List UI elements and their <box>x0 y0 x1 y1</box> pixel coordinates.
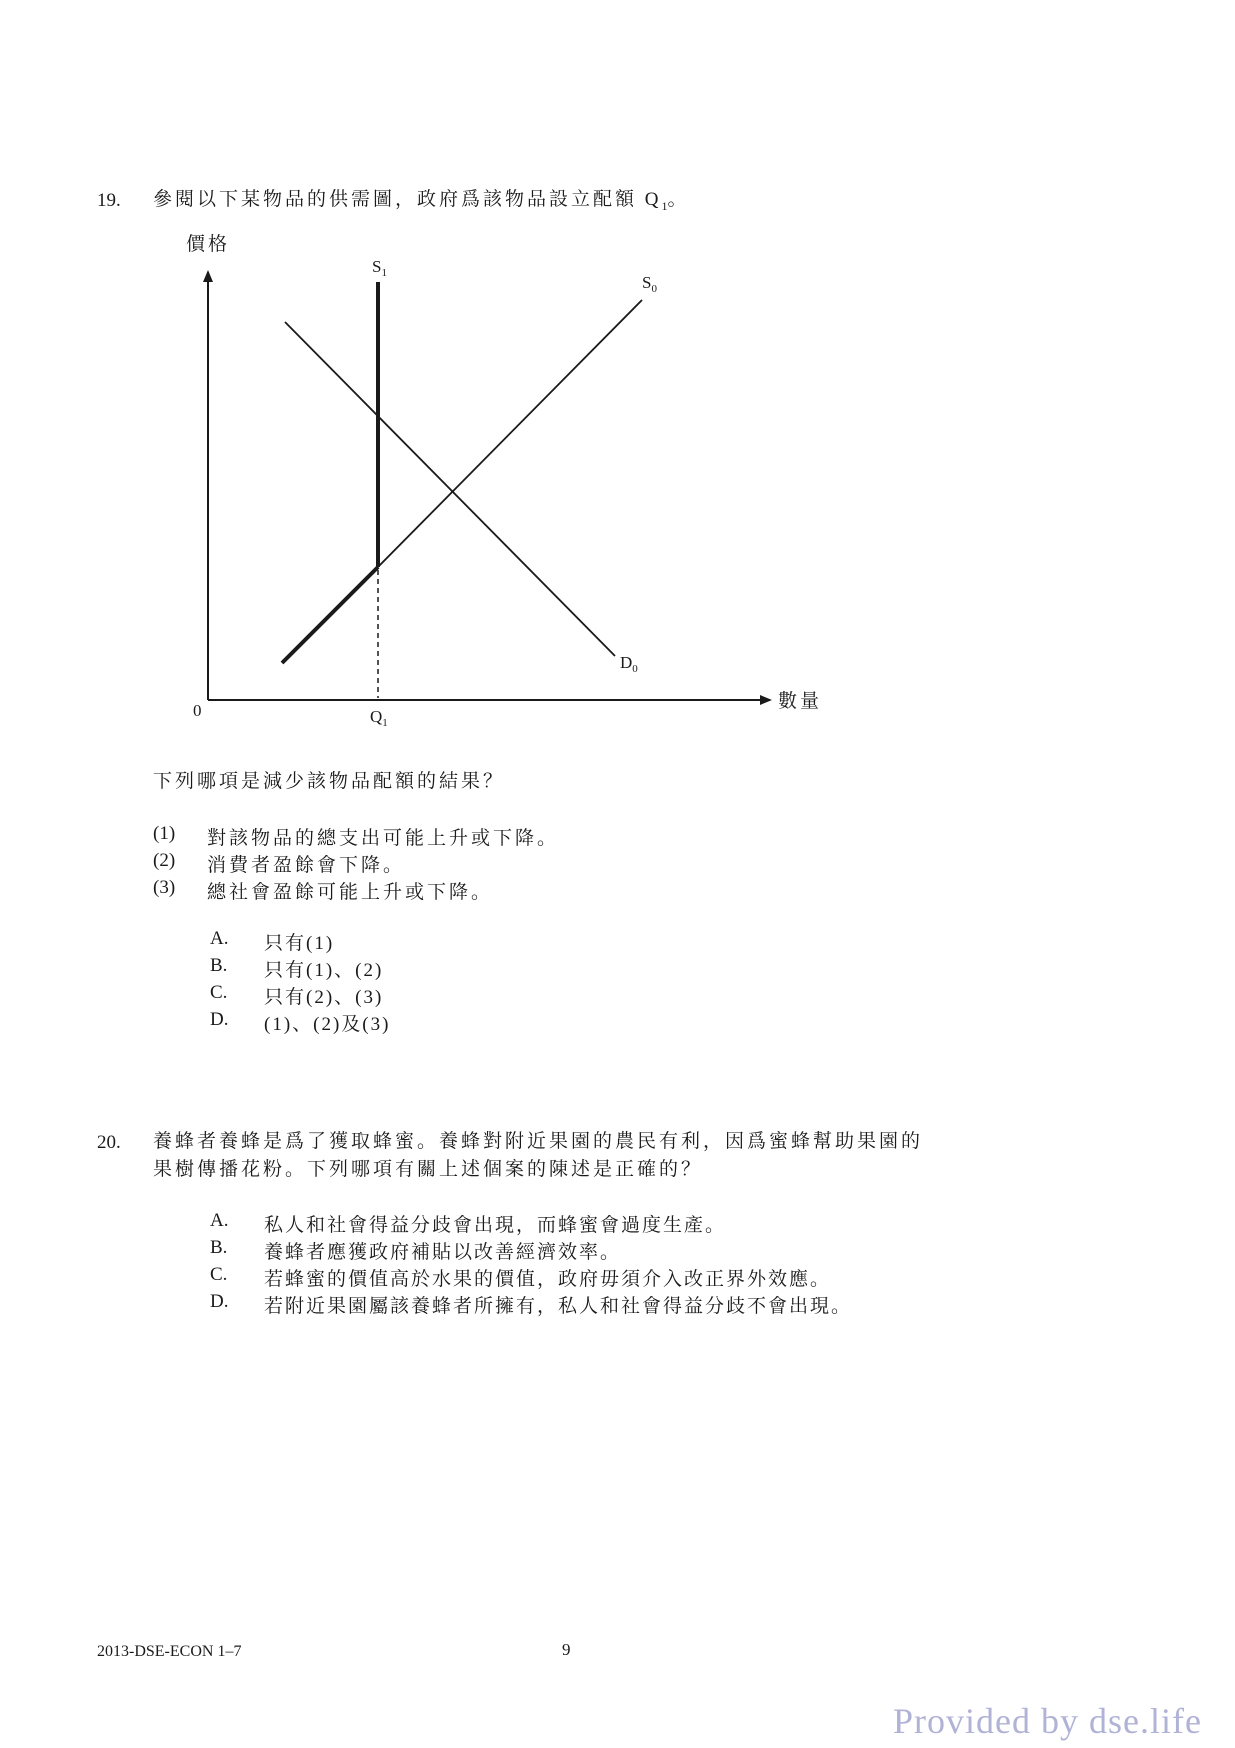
question-20-number: 20. <box>97 1132 121 1153</box>
prompt-subscript: 1 <box>661 198 668 213</box>
option-letter: A. <box>210 928 229 949</box>
statement-number: (1) <box>153 823 176 844</box>
option-letter: D. <box>210 1291 229 1312</box>
y-axis-label: 價格 <box>186 233 231 255</box>
prompt-end: 。 <box>667 189 690 210</box>
supply-demand-graph <box>150 220 850 730</box>
option-letter: A. <box>210 1210 229 1231</box>
option-letter: C. <box>210 1264 228 1285</box>
option-letter: B. <box>210 955 228 976</box>
demand-curve-d0 <box>285 322 615 656</box>
prompt-text: 參閱以下某物品的供需圖，政府爲該物品設立配額 Q <box>153 189 662 210</box>
x-axis-label: 數量 <box>778 690 823 712</box>
statement-text: 對該物品的總支出可能上升或下降。 <box>207 828 560 849</box>
effective-supply-lower <box>282 567 378 663</box>
d0-label: $D_0$ <box>620 653 638 675</box>
question-19-number: 19. <box>97 190 121 211</box>
option-text: 若附近果園屬該養蜂者所擁有，私人和社會得益分歧不會出現。 <box>264 1296 853 1317</box>
option-text: 若蜂蜜的價值高於水果的價值，政府毋須介入改正界外效應。 <box>264 1269 832 1290</box>
watermark: Provided by dse.life <box>893 1701 1202 1741</box>
question-19-question: 下列哪項是減少該物品配額的結果？ <box>153 771 506 792</box>
s0-label: $S_0$ <box>642 273 657 295</box>
q1-label: $Q_1$ <box>370 707 388 729</box>
page-number: 9 <box>562 1640 571 1659</box>
option-text: 只有(2)、(3) <box>264 987 384 1008</box>
question-19-prompt <box>153 186 690 220</box>
option-text: 只有(1) <box>264 933 335 954</box>
statement-number: (3) <box>153 877 176 898</box>
option-text: 養蜂者應獲政府補貼以改善經濟效率。 <box>264 1242 622 1263</box>
question-20-line-1: 養蜂者養蜂是爲了獲取蜂蜜。養蜂對附近果園的農民有利，因爲蜜蜂幫助果園的 <box>153 1131 924 1152</box>
option-letter: C. <box>210 982 228 1003</box>
statement-number: (2) <box>153 850 176 871</box>
exam-code: 2013-DSE-ECON 1–7 <box>97 1643 242 1660</box>
option-text: (1)、(2)及(3) <box>264 1014 391 1035</box>
option-letter: D. <box>210 1009 229 1030</box>
s1-label: $S_1$ <box>372 257 387 279</box>
option-text: 私人和社會得益分歧會出現，而蜂蜜會過度生產。 <box>264 1215 727 1236</box>
option-text: 只有(1)、(2) <box>264 960 384 981</box>
question-20-line-2: 果樹傳播花粉。下列哪項有關上述個案的陳述是正確的？ <box>153 1159 704 1180</box>
supply-curve-s0 <box>378 300 642 567</box>
statement-text: 消費者盈餘會下降。 <box>207 855 406 876</box>
option-letter: B. <box>210 1237 228 1258</box>
statement-text: 總社會盈餘可能上升或下降。 <box>207 882 494 903</box>
origin-label: 0 <box>193 701 202 720</box>
